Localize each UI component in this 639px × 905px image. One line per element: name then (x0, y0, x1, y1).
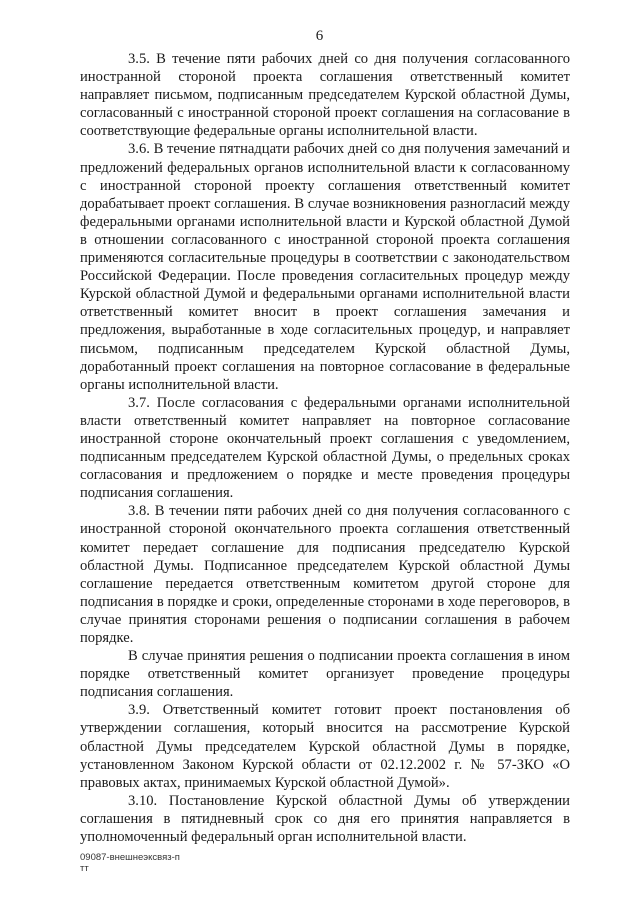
paragraph-3-8: 3.8. В течении пяти рабочих дней со дня получения согласованного с иностранной стороной окончательного проекта соглашения ответственный комитет передает соглашение для подписания председателю Курской областной Думы. Подписанное председателем Курской областной Думы соглашение передается ответственным комитетом другой стороне для подписания в порядке и сроки, определенные сторонами в ходе переговоров, в случае принятия сторонами решения о подписании соглашения в рабочем порядке. (80, 503, 570, 646)
document-body (80, 50, 570, 846)
paragraph-3-5: 3.5. В течение пяти рабочих дней со дня получения согласованного иностранной стороной проекта соглашения ответственный комитет направляет письмом, подписанным председателем Курской областной Думы, согласованный с иностранной стороной проект соглашения на согласование в соответствующие федеральные органы исполнительной власти. (80, 51, 570, 140)
file-reference-line-1: 09087-внешнеэксвяз-п (80, 852, 180, 863)
paragraph-3-10: 3.10. Постановление Курской областной Думы об утверждении соглашения в пятидневный срок со дня его принятия направляется в уполномоченный федеральный орган исполнительной власти. (80, 792, 570, 846)
paragraph-3-6: 3.6. В течение пятнадцати рабочих дней со дня получения замечаний и предложений федеральных органов исполнительной власти к согласованному с иностранной стороной проекту соглашения ответственный комитет дорабатывает проект соглашения. В случае возникновения разногласий между федеральными органами исполнительной власти и Курской областной Думой в отношении согласованного с иностранной стороной проекта соглашения применяются согласительные процедуры в соответствии с законодательством Российской Федерации. После проведения согласительных процедур между Курской областной Думой и федеральными органами исполнительной власти ответственный комитет вносит в проект соглашения замечания и предложения, выработанные в ходе согласительных процедур, и направляет письмом, подписанным председателем Курской областной Думы, доработанный проект соглашения на повторное согласование в федеральные органы исполнительной власти. (80, 141, 570, 393)
paragraph-3-7: 3.7. После согласования с федеральными органами исполнительной власти ответственный комитет направляет на повторное согласование иностранной стороне окончательный проект соглашения с уведомлением, подписанным председателем Курской областной Думы, о предельных сроках согласования и предложением о порядке и месте проведения процедуры подписания соглашения. (80, 394, 570, 502)
paragraph-3-9: 3.9. Ответственный комитет готовит проект постановления об утверждении соглашения, который вносится на рассмотрение Курской областной Думы председателем Курской областной Думы в порядке, установленном Законом Курской области от 02.12.2002 г. № 57-ЗКО «О правовых актах, принимаемых Курской областной Думой». (80, 702, 570, 791)
page-number: 6 (315, 28, 324, 44)
file-reference-footer (80, 852, 180, 874)
paragraph-3-8-continuation: В случае принятия решения о подписании проекта соглашения в ином порядке ответственный комитет организует проведение процедуры подписания соглашения. (80, 648, 570, 701)
file-reference-line-2: тт (80, 863, 89, 874)
